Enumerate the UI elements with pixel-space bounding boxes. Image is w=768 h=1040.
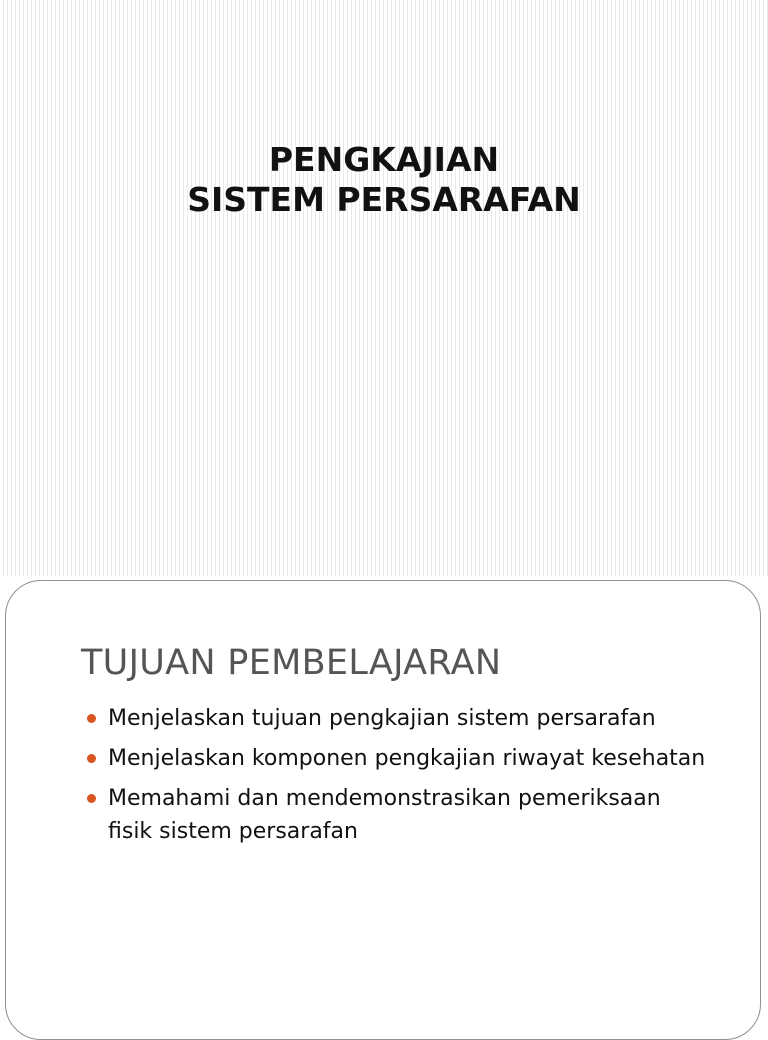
list-item <box>87 742 707 775</box>
title-line: PENGKAJIAN <box>268 140 500 179</box>
list-item <box>87 782 707 848</box>
slide-title <box>0 140 768 220</box>
content-heading: TUJUAN PEMBELAJARAN <box>81 643 502 683</box>
bullet-icon <box>87 714 96 723</box>
bullet-text: Memahami dan mendemonstrasikan pemeriksaan fisik sistem persarafan <box>108 786 661 844</box>
bullet-icon <box>87 754 96 763</box>
bullet-icon <box>87 794 96 803</box>
bullet-list <box>87 702 707 855</box>
list-item <box>87 702 707 735</box>
bullet-text: Menjelaskan komponen pengkajian riwayat kesehatan <box>108 746 706 771</box>
bullet-text: Menjelaskan tujuan pengkajian sistem persarafan <box>108 706 656 731</box>
title-line: SISTEM PERSARAFAN <box>187 180 581 219</box>
